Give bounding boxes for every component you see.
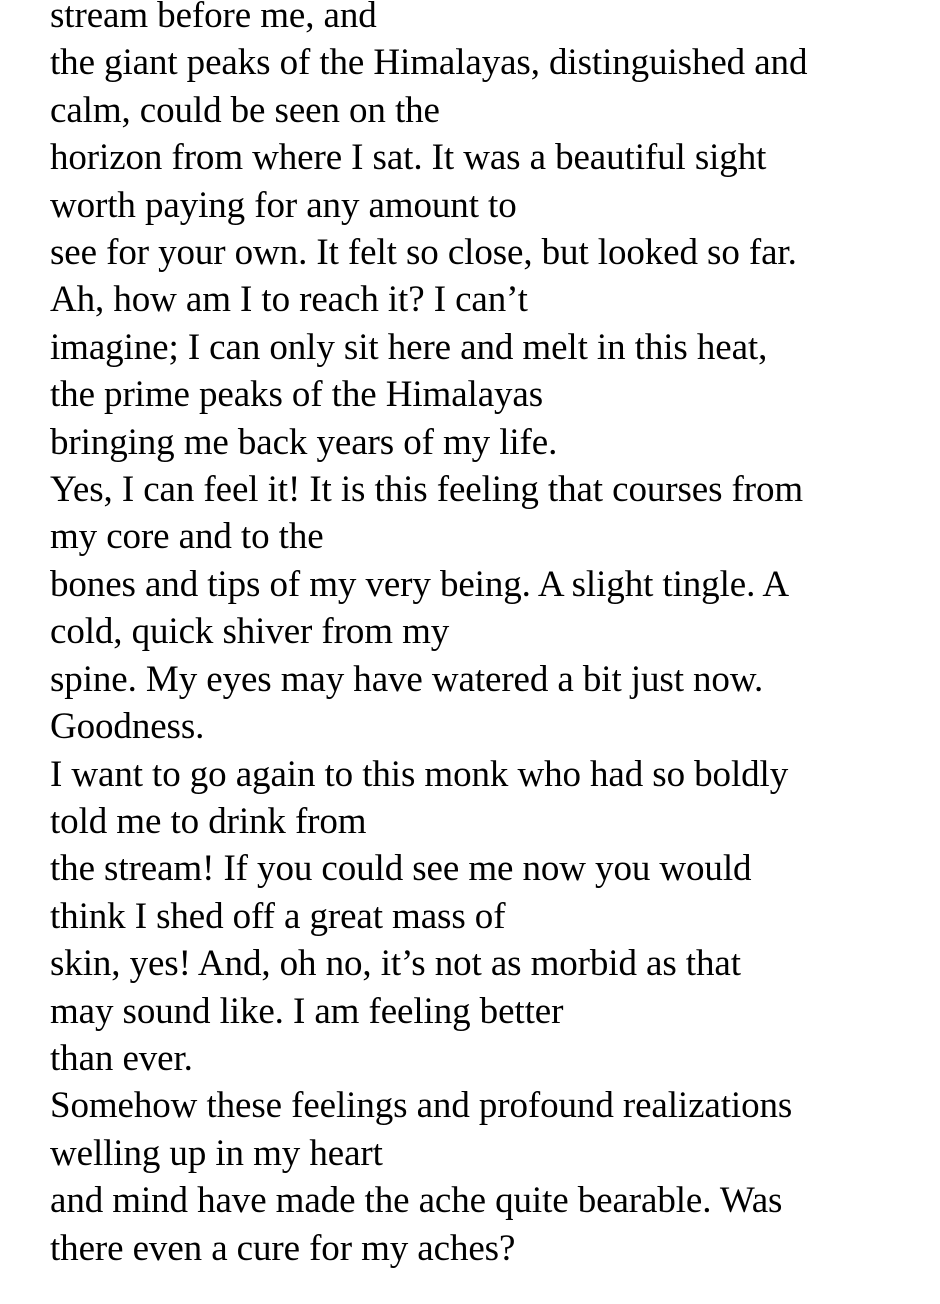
document-page: [50, 0, 930, 1272]
text-line: the prime peaks of the Himalayas: [50, 374, 544, 416]
text-line: Somehow these feelings and profound realizations: [50, 1085, 793, 1127]
text-line: worth paying for any amount to: [50, 184, 517, 226]
text-line: there even a cure for my aches?: [50, 1227, 516, 1269]
text-line: Ah, how am I to reach it? I can’t: [50, 279, 528, 321]
text-line: see for your own. It felt so close, but looked so far.: [50, 232, 797, 274]
text-line: my core and to the: [50, 516, 324, 558]
text-line: welling up in my heart: [50, 1132, 383, 1174]
text-line: bones and tips of my very being. A slight tingle. A: [50, 563, 789, 605]
text-line: cold, quick shiver from my: [50, 611, 450, 653]
text-line: think I shed off a great mass of: [50, 895, 506, 937]
text-line: and mind have made the ache quite bearable. Was: [50, 1180, 783, 1222]
text-line: horizon from where I sat. It was a beautiful sight: [50, 137, 767, 179]
text-line: Goodness.: [50, 706, 205, 748]
text-line: bringing me back years of my life.: [50, 421, 558, 463]
text-line: skin, yes! And, oh no, it’s not as morbid as that: [50, 943, 741, 985]
text-line: may sound like. I am feeling better: [50, 990, 564, 1032]
text-line: stream before me, and: [50, 0, 377, 36]
text-line: than ever.: [50, 1037, 193, 1079]
text-line: told me to drink from: [50, 800, 367, 842]
text-line: calm, could be seen on the: [50, 89, 440, 131]
text-line: the giant peaks of the Himalayas, distinguished and: [50, 42, 808, 84]
text-line: spine. My eyes may have watered a bit just now.: [50, 658, 764, 700]
text-line: Yes, I can feel it! It is this feeling that courses from: [50, 469, 804, 511]
text-line: imagine; I can only sit here and melt in this heat,: [50, 326, 768, 368]
text-line: I want to go again to this monk who had so boldly: [50, 753, 789, 795]
text-line: the stream! If you could see me now you would: [50, 848, 752, 890]
